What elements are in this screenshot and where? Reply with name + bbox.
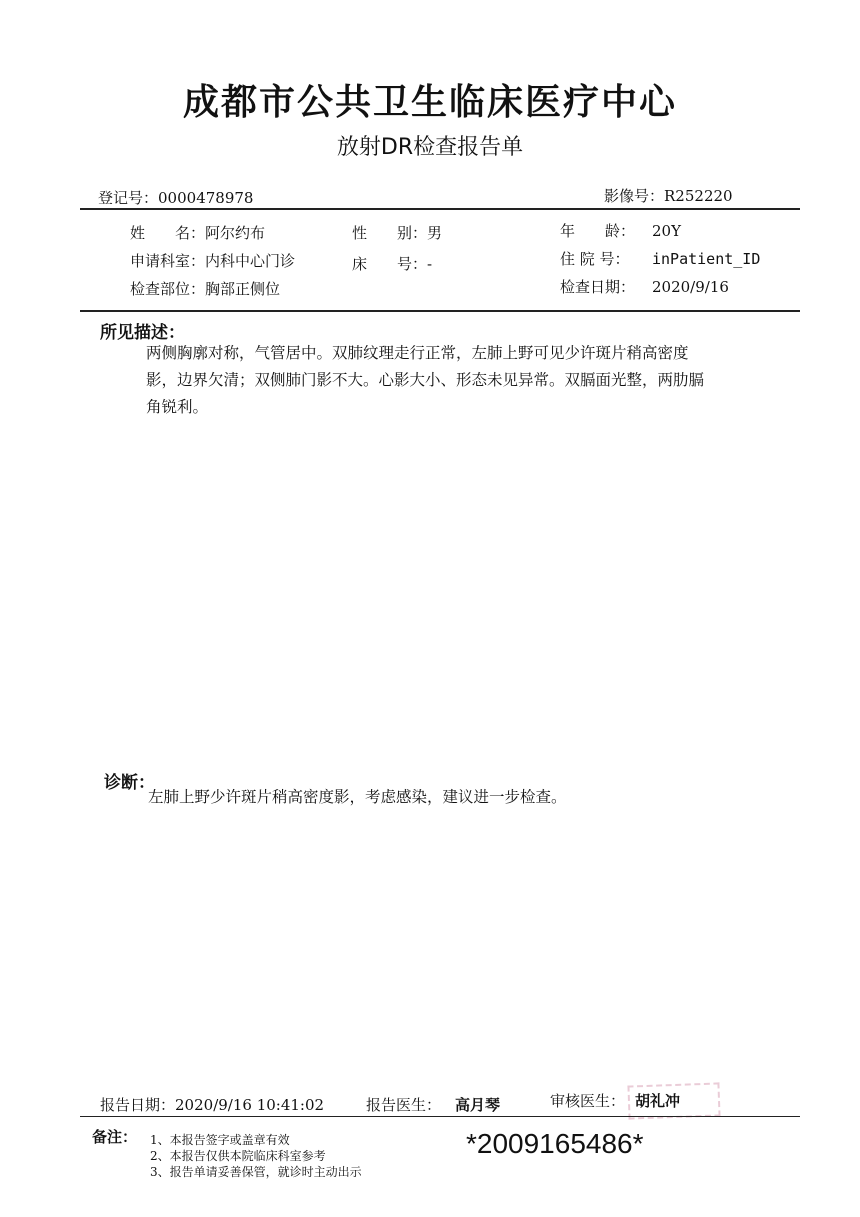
header-divider	[80, 208, 800, 210]
patient-sex	[352, 222, 442, 243]
image-number-value: R252220	[664, 187, 733, 205]
notes-label: 备注：	[92, 1128, 138, 1146]
inpatient-value: inPatient_ID	[652, 250, 761, 268]
patient-sex-value: 男	[427, 224, 443, 242]
notes-list	[150, 1132, 362, 1180]
bed-number	[352, 253, 432, 274]
inpatient-label: 住 院 号：	[560, 250, 630, 268]
patient-name-value: 阿尔约布	[205, 224, 266, 242]
reviewer-label: 审核医生：	[550, 1092, 626, 1110]
inpatient-number	[560, 248, 760, 269]
patient-age-value: 20Y	[652, 222, 681, 240]
note-item: 1、本报告签字或盖章有效	[150, 1133, 290, 1147]
note-item: 2、本报告仅供本院临床科室参考	[150, 1149, 326, 1163]
report-doctor-value: 高月琴	[455, 1096, 501, 1114]
bed-value: -	[427, 255, 433, 273]
exam-part-label: 检查部位：	[130, 280, 206, 298]
reviewer-doctor	[550, 1090, 680, 1111]
diagnosis-title: 诊断：	[104, 773, 155, 793]
registration-label: 登记号：	[98, 189, 159, 207]
report-date-value: 2020/9/16 10:41:02	[175, 1096, 325, 1114]
image-number-label: 影像号：	[604, 187, 665, 205]
patient-info-divider	[80, 310, 800, 312]
exam-date-label: 检查日期：	[560, 278, 636, 296]
patient-name-label: 姓 名：	[130, 224, 206, 242]
findings-title: 所见描述：	[100, 323, 185, 343]
patient-name	[130, 222, 265, 243]
report-doctor-label: 报告医生：	[366, 1096, 442, 1114]
findings-text: 两侧胸廓对称，气管居中。双肺纹理走行正常，左肺上野可见少许斑片稍高密度影，边界欠清；双侧肺门影不大。心影大小、形态未见异常。双膈面光整，两肋膈角锐利。	[146, 344, 705, 416]
department-value: 内科中心门诊	[205, 252, 296, 270]
patient-age	[560, 220, 681, 241]
exam-date-value: 2020/9/16	[652, 278, 729, 296]
bed-label: 床 号：	[352, 255, 428, 273]
registration-number	[98, 187, 253, 208]
note-item: 3、报告单请妥善保管，就诊时主动出示	[150, 1165, 362, 1179]
diagnosis-text: 左肺上野少许斑片稍高密度影，考虑感染，建议进一步检查。	[148, 788, 567, 806]
report-doctor	[366, 1094, 500, 1115]
exam-date	[560, 276, 729, 297]
report-date	[100, 1094, 324, 1115]
footer-divider	[80, 1116, 800, 1117]
registration-value: 0000478978	[158, 189, 254, 207]
image-number	[604, 185, 733, 206]
department-label: 申请科室：	[130, 252, 206, 270]
patient-sex-label: 性 别：	[352, 224, 428, 242]
patient-age-label: 年 龄：	[560, 222, 636, 240]
exam-part	[130, 278, 280, 299]
exam-part-value: 胸部正侧位	[205, 280, 281, 298]
report-date-label: 报告日期：	[100, 1096, 176, 1114]
barcode-text: *2009165486*	[466, 1128, 644, 1159]
hospital-name: 成都市公共卫生临床医疗中心	[182, 82, 677, 123]
report-title: 放射DR检查报告单	[336, 135, 524, 160]
reviewer-value: 胡礼冲	[635, 1092, 681, 1110]
requesting-department	[130, 250, 295, 271]
